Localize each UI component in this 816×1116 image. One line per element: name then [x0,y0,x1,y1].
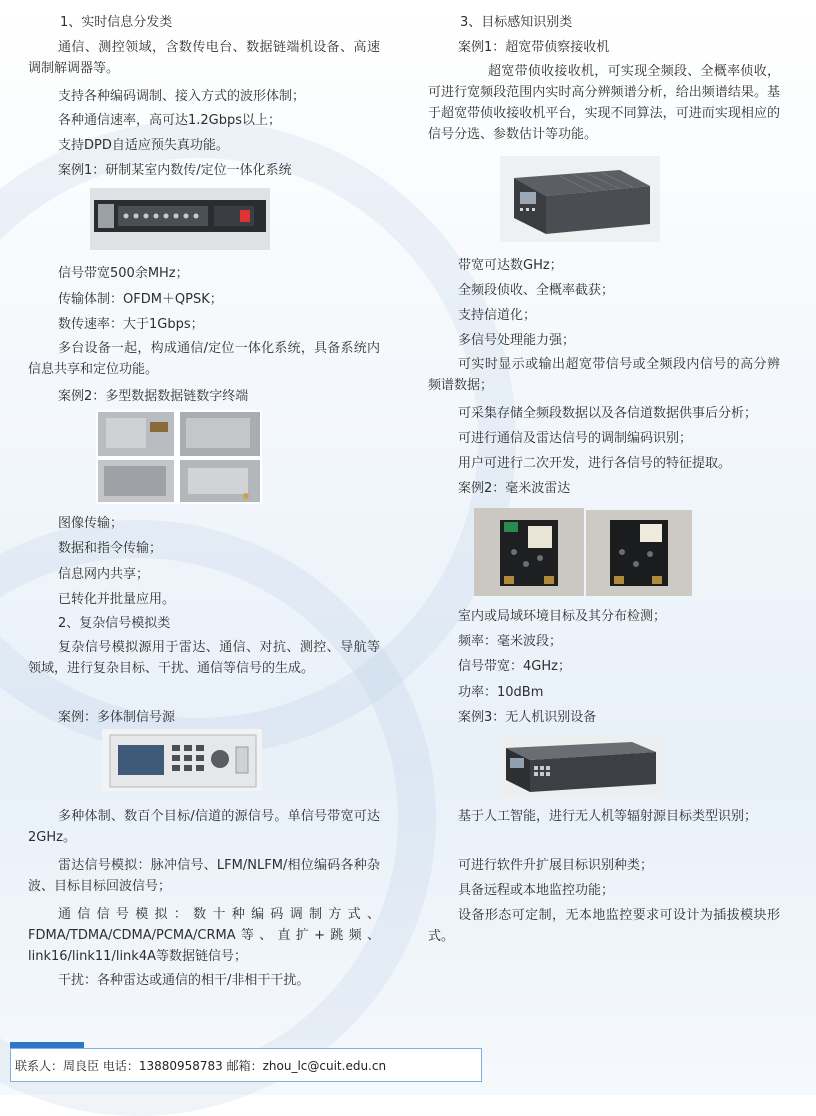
case-description: 雷达信号模拟：脉冲信号、LFM/NLFM/相位编码各种杂波、目标目标回波信号； [28,858,380,894]
case-description: 多种体制、数百个目标/信道的源信号。单信号带宽可达2GHz。 [28,809,380,845]
case-title: 案例2：多型数据数据链数字终端 [58,389,249,404]
signal-source-photo [102,729,262,791]
positioning-system-photo [90,188,270,250]
contact-info: 联系人：周良臣 电话：13880958783 邮箱：zhou_lc@cuit.edu.cn [15,1059,387,1073]
case-description: 基于人工智能，进行无人机等辐射源目标类型识别； [458,809,758,824]
bullet: 数传速率：大于1Gbps； [58,317,204,332]
case-description: 设备形态可定制，无本地监控要求可设计为插拔模块形式。 [428,908,780,944]
bullet: 可进行软件升扩展目标识别种类； [458,858,654,873]
radar-photo-1 [474,508,584,596]
bullet: 全频段侦收、全概率截获； [458,283,615,298]
bullet: 室内或局域环境目标及其分布检测； [458,609,667,624]
bullet: 支持DPD自适应预失真功能。 [58,138,229,153]
receiver-photo [500,156,660,242]
bullet: 可进行通信及雷达信号的调制编码识别； [458,431,693,446]
radar-photo-2 [586,510,692,596]
bullet: 功率：10dBm [458,685,544,700]
case-title: 案例：多体制信号源 [58,710,176,725]
section-title-target: 3、目标感知识别类 [460,15,573,30]
section-title-signal: 2、复杂信号模拟类 [58,616,171,631]
case-description: 干扰：各种雷达或通信的相干/非相干干扰。 [58,973,310,988]
case-description: 通信信号模拟：数十种编码调制方式、FDMA/TDMA/CDMA/PCMA/CRMA等、直扩+跳频、link16/link11/link4A等数据链信号； [28,907,380,964]
bullet: 频率：毫米波段； [458,634,563,649]
bullet: 传输体制：OFDM＋QPSK； [58,292,223,307]
bullet: 信号带宽500余MHz； [58,266,189,281]
case-title: 案例1：研制某室内数传/定位一体化系统 [58,163,292,178]
bullet: 可实时显示或输出超宽带信号或全频段内信号的高分辨频谱数据； [428,357,780,393]
bullet: 带宽可达数GHz； [458,258,563,273]
bullet: 支持信道化； [458,308,537,323]
datalink-terminal-photos [96,410,262,504]
bullet: 已转化并批量应用。 [58,592,176,607]
bullet: 具备远程或本地监控功能； [458,883,615,898]
bullet: 信号带宽：4GHz； [458,659,571,674]
section-intro: 通信、测控领域，含数传电台、数据链端机设备、高速调制解调器等。 [28,40,380,76]
section-intro: 复杂信号模拟源用于雷达、通信、对抗、测控、导航等领域，进行复杂目标、干扰、通信等信号的生成。 [28,640,380,676]
section-title-realtime: 1、实时信息分发类 [60,15,173,30]
case-description: 超宽带侦收接收机，可实现全频段、全概率侦收，可进行宽频段范围内实时高分辨频谱分析，给出频谱结果。基于超宽带侦收接收机平台，实现不同算法，可进而实现相应的信号分选、参数估计等功能。 [428,64,780,142]
case-title: 案例2：毫米波雷达 [458,481,571,496]
bullet: 各种通信速率，高可达1.2Gbps以上； [58,113,282,128]
bullet: 数据和指令传输； [58,541,163,556]
bullet: 可采集存储全频段数据以及各信道数据供事后分析； [458,406,758,421]
bullet: 信息网内共享； [58,567,150,582]
bullet: 用户可进行二次开发，进行各信号的特征提取。 [458,456,732,471]
case-title: 案例1：超宽带侦察接收机 [458,40,610,55]
bullet: 支持各种编码调制、接入方式的波形体制； [58,89,306,104]
case-description: 多台设备一起，构成通信/定位一体化系统，具备系统内信息共享和定位功能。 [28,341,380,377]
bullet: 多信号处理能力强； [458,333,576,348]
drone-recognition-photo [500,734,662,798]
case-title: 案例3：无人机识别设备 [458,710,597,725]
contact-box [10,1048,482,1082]
bullet: 图像传输； [58,516,124,531]
